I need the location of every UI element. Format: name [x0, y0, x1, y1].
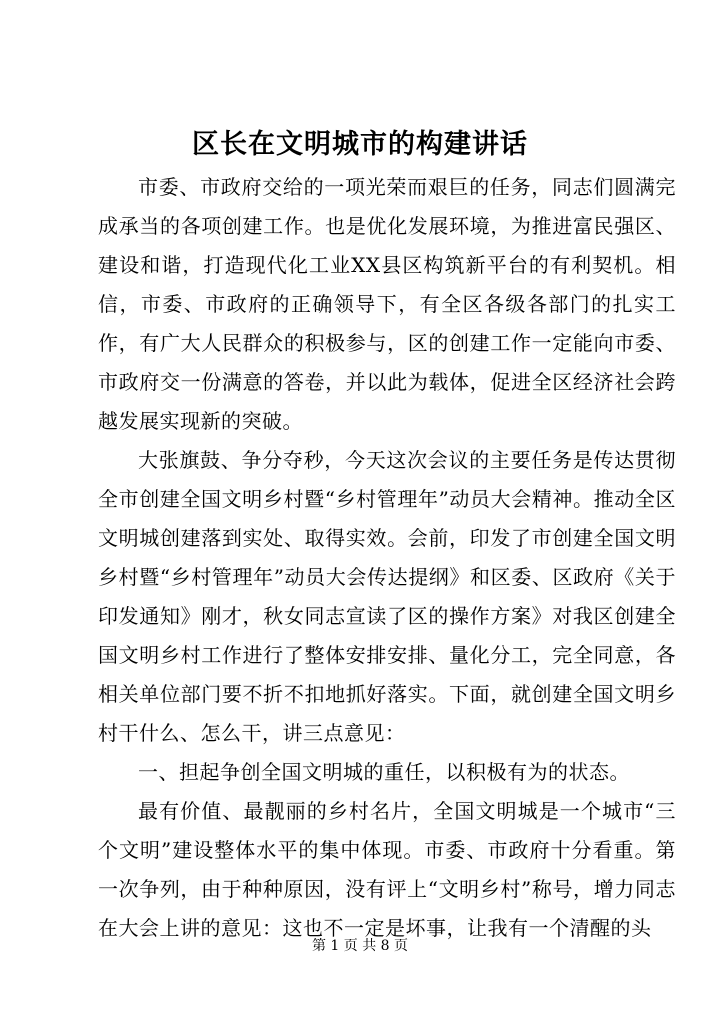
- paragraph-3: 一、担起争创全国文明城的重任，以积极有为的状态。: [138, 760, 630, 784]
- page-footer: 第 1 页 共 8 页: [311, 938, 409, 954]
- paragraph-2: 大张旗鼓、争分夺秒，今天这次会议的主要任务是传达贯彻全市创建全国文明乡村暨“乡村管理年”动员大会精神。推动全区文明城创建落到实处、取得实效。会前，印发了市创建全国文明乡村暨“乡村管理年”动员大会传达提纲》和区委、区政府《关于印发通知》刚才，秋女同志宣读了区的操作方案》对我区创建全国文明乡村工作进行了整体安排安排、量化分工，完全同意，各相关单位部门要不折不扣地抓好落实。下面，就创建全国文明乡村干什么、怎么干，讲三点意见：: [98, 448, 676, 745]
- document-title: 区长在文明城市的构建讲话: [192, 129, 528, 160]
- document-body: [98, 168, 676, 948]
- paragraph-4: 最有价值、最靓丽的乡村名片，全国文明城是一个城市“三个文明”建设整体水平的集中体现。市委、市政府十分看重。第一次争列，由于种种原因，没有评上“文明乡村”称号，增力同志在大会上讲的意见：这也不一定是坏事，让我有一个清醒的头: [98, 799, 676, 940]
- paragraph-1: 市委、市政府交给的一项光荣而艰巨的任务，同志们圆满完成承当的各项创建工作。也是优化发展环境，为推进富民强区、建设和谐，打造现代化工业XX县区构筑新平台的有利契机。相信，市委、市政府的正确领导下，有全区各级各部门的扎实工作，有广大人民群众的积极参与，区的创建工作一定能向市委、市政府交一份满意的答卷，并以此为载体，促进全区经济社会跨越发展实现新的突破。: [98, 175, 676, 433]
